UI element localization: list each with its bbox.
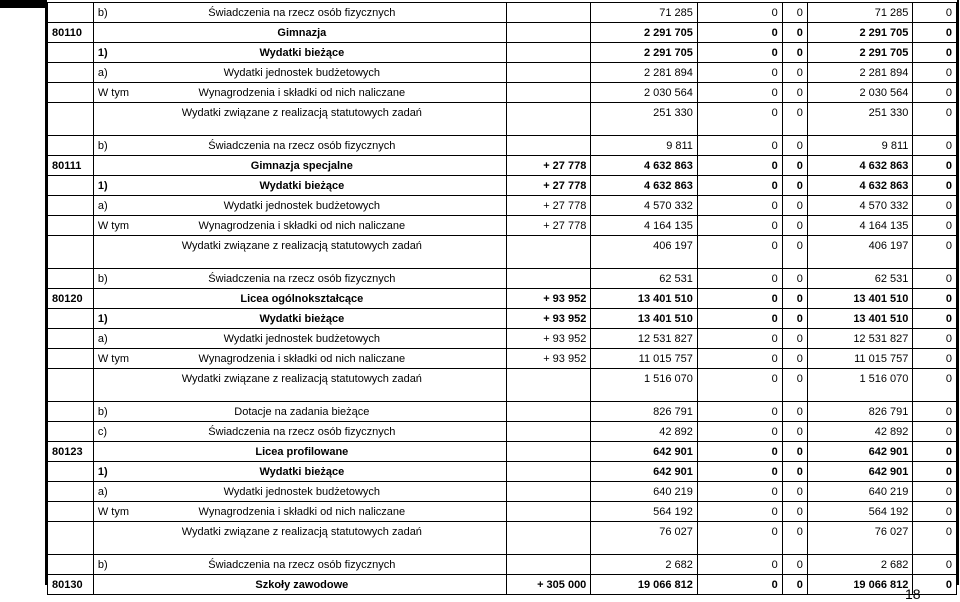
amount-col-2: 0 <box>697 83 782 103</box>
item-label: b) <box>97 273 108 285</box>
amount-col-4: 76 027 <box>807 522 912 555</box>
table-row <box>48 43 957 63</box>
amount-col-5: 0 <box>913 23 957 43</box>
item-name: Wydatki bieżące <box>259 313 345 325</box>
section-code: 80130 <box>48 575 94 595</box>
item-name-cell <box>93 63 506 83</box>
amount-col-3: 0 <box>782 236 807 269</box>
amount-col-4: 19 066 812 <box>807 575 912 595</box>
item-label: W tym <box>97 353 130 365</box>
amount-col-5: 0 <box>913 236 957 269</box>
change-amount <box>506 63 591 83</box>
item-name-cell <box>93 3 506 23</box>
change-amount: + 27 778 <box>506 176 591 196</box>
amount-col-5: 0 <box>913 482 957 502</box>
amount-col-4: 2 291 705 <box>807 23 912 43</box>
amount-col-5: 0 <box>913 43 957 63</box>
item-label: W tym <box>97 506 130 518</box>
amount-col-3: 0 <box>782 522 807 555</box>
table-row <box>48 462 957 482</box>
change-amount <box>506 136 591 156</box>
section-code <box>48 482 94 502</box>
amount-col-3: 0 <box>782 216 807 236</box>
amount-col-3: 0 <box>782 575 807 595</box>
amount-col-2: 0 <box>697 63 782 83</box>
item-name: Gimnazja specjalne <box>250 160 353 172</box>
item-name-cell <box>93 23 506 43</box>
section-code <box>48 176 94 196</box>
amount-col-2: 0 <box>697 43 782 63</box>
item-name: Wydatki związane z realizacją statutowych zadań <box>181 240 422 252</box>
amount-col-2: 0 <box>697 103 782 136</box>
item-name-cell <box>93 462 506 482</box>
budget-table <box>47 2 957 595</box>
amount-total: 11 015 757 <box>591 349 698 369</box>
amount-col-3: 0 <box>782 43 807 63</box>
change-amount <box>506 3 591 23</box>
amount-col-2: 0 <box>697 196 782 216</box>
right-border-rule <box>957 0 959 585</box>
amount-col-3: 0 <box>782 196 807 216</box>
item-name-cell <box>93 555 506 575</box>
item-name: Wynagrodzenia i składki od nich naliczane <box>198 353 406 365</box>
amount-col-3: 0 <box>782 349 807 369</box>
amount-col-5: 0 <box>913 462 957 482</box>
amount-col-2: 0 <box>697 289 782 309</box>
item-name-cell <box>93 136 506 156</box>
amount-col-5: 0 <box>913 402 957 422</box>
change-amount <box>506 269 591 289</box>
section-code: 80110 <box>48 23 94 43</box>
amount-total: 42 892 <box>591 422 698 442</box>
item-name: Wydatki jednostek budżetowych <box>223 486 381 498</box>
table-row <box>48 349 957 369</box>
item-name-cell <box>93 309 506 329</box>
change-amount <box>506 103 591 136</box>
item-name-cell <box>93 236 506 269</box>
table-row <box>48 442 957 462</box>
amount-col-5: 0 <box>913 196 957 216</box>
amount-col-4: 42 892 <box>807 422 912 442</box>
amount-total: 2 291 705 <box>591 43 698 63</box>
section-code: 80123 <box>48 442 94 462</box>
section-code <box>48 402 94 422</box>
change-amount: + 93 952 <box>506 309 591 329</box>
amount-col-3: 0 <box>782 402 807 422</box>
item-name-cell <box>93 43 506 63</box>
amount-col-4: 13 401 510 <box>807 309 912 329</box>
amount-col-2: 0 <box>697 309 782 329</box>
amount-col-4: 642 901 <box>807 442 912 462</box>
amount-col-2: 0 <box>697 422 782 442</box>
change-amount <box>506 236 591 269</box>
change-amount <box>506 402 591 422</box>
item-name: Wynagrodzenia i składki od nich naliczane <box>198 220 406 232</box>
amount-col-5: 0 <box>913 63 957 83</box>
amount-col-3: 0 <box>782 103 807 136</box>
table-row <box>48 216 957 236</box>
item-name-cell <box>93 103 506 136</box>
item-name: Wydatki jednostek budżetowych <box>223 333 381 345</box>
item-name-cell <box>93 349 506 369</box>
amount-col-5: 0 <box>913 83 957 103</box>
amount-total: 642 901 <box>591 442 698 462</box>
amount-col-5: 0 <box>913 136 957 156</box>
amount-col-4: 13 401 510 <box>807 289 912 309</box>
item-label: a) <box>97 486 108 498</box>
table-row <box>48 369 957 402</box>
amount-col-2: 0 <box>697 176 782 196</box>
amount-col-4: 2 030 564 <box>807 83 912 103</box>
amount-col-3: 0 <box>782 502 807 522</box>
amount-col-2: 0 <box>697 555 782 575</box>
section-code <box>48 422 94 442</box>
item-label: a) <box>97 333 108 345</box>
change-amount <box>506 482 591 502</box>
amount-total: 2 030 564 <box>591 83 698 103</box>
amount-col-3: 0 <box>782 442 807 462</box>
amount-total: 2 281 894 <box>591 63 698 83</box>
change-amount: + 27 778 <box>506 156 591 176</box>
item-name-cell <box>93 269 506 289</box>
amount-col-4: 564 192 <box>807 502 912 522</box>
item-name-cell <box>93 216 506 236</box>
change-amount <box>506 43 591 63</box>
item-name: Wynagrodzenia i składki od nich naliczane <box>198 87 406 99</box>
change-amount: + 27 778 <box>506 196 591 216</box>
item-name-cell <box>93 176 506 196</box>
item-label: c) <box>97 426 108 438</box>
amount-col-3: 0 <box>782 369 807 402</box>
amount-col-4: 62 531 <box>807 269 912 289</box>
item-name-cell <box>93 369 506 402</box>
amount-col-3: 0 <box>782 482 807 502</box>
amount-col-5: 0 <box>913 522 957 555</box>
change-amount <box>506 502 591 522</box>
table-row <box>48 196 957 216</box>
amount-col-3: 0 <box>782 3 807 23</box>
item-name: Świadczenia na rzecz osób fizycznych <box>208 7 396 19</box>
amount-col-5: 0 <box>913 156 957 176</box>
amount-total: 564 192 <box>591 502 698 522</box>
amount-col-3: 0 <box>782 309 807 329</box>
section-code <box>48 329 94 349</box>
amount-col-3: 0 <box>782 289 807 309</box>
item-name: Wydatki związane z realizacją statutowych zadań <box>181 107 422 119</box>
item-name-cell <box>93 289 506 309</box>
amount-total: 19 066 812 <box>591 575 698 595</box>
item-name: Licea profilowane <box>255 446 349 458</box>
amount-col-3: 0 <box>782 269 807 289</box>
page-number: 18 <box>905 586 921 602</box>
amount-col-3: 0 <box>782 555 807 575</box>
change-amount <box>506 83 591 103</box>
section-code <box>48 462 94 482</box>
table-row <box>48 103 957 136</box>
amount-total: 2 291 705 <box>591 23 698 43</box>
table-row <box>48 63 957 83</box>
table-row <box>48 482 957 502</box>
amount-total: 640 219 <box>591 482 698 502</box>
table-row <box>48 176 957 196</box>
section-code <box>48 63 94 83</box>
table-row <box>48 522 957 555</box>
change-amount: + 27 778 <box>506 216 591 236</box>
section-code <box>48 236 94 269</box>
change-amount <box>506 442 591 462</box>
item-name-cell <box>93 196 506 216</box>
item-name: Licea ogólnokształcące <box>240 293 364 305</box>
amount-col-2: 0 <box>697 269 782 289</box>
amount-total: 13 401 510 <box>591 309 698 329</box>
amount-col-4: 4 632 863 <box>807 176 912 196</box>
item-label: b) <box>97 140 108 152</box>
section-code <box>48 269 94 289</box>
item-name-cell <box>93 329 506 349</box>
item-name-cell <box>93 522 506 555</box>
item-name: Świadczenia na rzecz osób fizycznych <box>208 559 396 571</box>
item-label: 1) <box>97 466 108 478</box>
amount-col-3: 0 <box>782 462 807 482</box>
table-row <box>48 502 957 522</box>
amount-col-2: 0 <box>697 156 782 176</box>
change-amount <box>506 23 591 43</box>
section-code: 80120 <box>48 289 94 309</box>
amount-total: 826 791 <box>591 402 698 422</box>
amount-col-5: 0 <box>913 329 957 349</box>
amount-col-5: 0 <box>913 309 957 329</box>
amount-total: 9 811 <box>591 136 698 156</box>
item-name: Dotacje na zadania bieżące <box>234 406 370 418</box>
amount-total: 13 401 510 <box>591 289 698 309</box>
item-name: Wydatki bieżące <box>259 47 345 59</box>
amount-col-4: 251 330 <box>807 103 912 136</box>
item-name-cell <box>93 402 506 422</box>
amount-total: 642 901 <box>591 462 698 482</box>
section-code <box>48 136 94 156</box>
change-amount <box>506 522 591 555</box>
section-code <box>48 555 94 575</box>
item-name: Wydatki jednostek budżetowych <box>223 67 381 79</box>
amount-col-2: 0 <box>697 369 782 402</box>
amount-col-5: 0 <box>913 369 957 402</box>
section-code <box>48 349 94 369</box>
amount-col-2: 0 <box>697 216 782 236</box>
change-amount: + 305 000 <box>506 575 591 595</box>
item-name: Gimnazja <box>277 27 327 39</box>
amount-col-4: 640 219 <box>807 482 912 502</box>
amount-col-3: 0 <box>782 329 807 349</box>
amount-col-5: 0 <box>913 555 957 575</box>
section-code <box>48 369 94 402</box>
amount-col-5: 0 <box>913 216 957 236</box>
section-code <box>48 103 94 136</box>
amount-col-3: 0 <box>782 83 807 103</box>
table-row <box>48 83 957 103</box>
amount-col-2: 0 <box>697 442 782 462</box>
amount-col-2: 0 <box>697 329 782 349</box>
amount-col-2: 0 <box>697 502 782 522</box>
item-name-cell <box>93 575 506 595</box>
table-row <box>48 309 957 329</box>
amount-col-4: 12 531 827 <box>807 329 912 349</box>
item-name-cell <box>93 502 506 522</box>
amount-total: 2 682 <box>591 555 698 575</box>
item-label: a) <box>97 67 108 79</box>
amount-col-3: 0 <box>782 136 807 156</box>
amount-col-4: 1 516 070 <box>807 369 912 402</box>
amount-col-5: 0 <box>913 575 957 595</box>
amount-col-2: 0 <box>697 402 782 422</box>
item-name: Wynagrodzenia i składki od nich naliczane <box>198 506 406 518</box>
item-name: Szkoły zawodowe <box>255 579 349 591</box>
item-label: 1) <box>97 313 108 325</box>
section-code <box>48 196 94 216</box>
section-code <box>48 522 94 555</box>
amount-col-3: 0 <box>782 156 807 176</box>
amount-col-2: 0 <box>697 23 782 43</box>
section-code <box>48 502 94 522</box>
amount-col-4: 642 901 <box>807 462 912 482</box>
amount-col-4: 2 682 <box>807 555 912 575</box>
section-code <box>48 43 94 63</box>
item-name: Wydatki bieżące <box>259 466 345 478</box>
table-row <box>48 402 957 422</box>
amount-total: 12 531 827 <box>591 329 698 349</box>
change-amount <box>506 422 591 442</box>
amount-total: 62 531 <box>591 269 698 289</box>
item-label: W tym <box>97 220 130 232</box>
amount-col-5: 0 <box>913 269 957 289</box>
change-amount <box>506 462 591 482</box>
amount-col-2: 0 <box>697 349 782 369</box>
amount-total: 71 285 <box>591 3 698 23</box>
table-row <box>48 23 957 43</box>
item-name-cell <box>93 422 506 442</box>
table-row <box>48 289 957 309</box>
item-name-cell <box>93 482 506 502</box>
section-code <box>48 3 94 23</box>
table-row <box>48 136 957 156</box>
budget-table-body <box>48 3 957 595</box>
table-row <box>48 236 957 269</box>
amount-col-4: 71 285 <box>807 3 912 23</box>
amount-total: 4 632 863 <box>591 176 698 196</box>
amount-col-4: 2 291 705 <box>807 43 912 63</box>
amount-col-5: 0 <box>913 442 957 462</box>
item-label: a) <box>97 200 108 212</box>
change-amount: + 93 952 <box>506 329 591 349</box>
amount-col-5: 0 <box>913 3 957 23</box>
amount-col-3: 0 <box>782 176 807 196</box>
item-name-cell <box>93 83 506 103</box>
amount-col-4: 11 015 757 <box>807 349 912 369</box>
table-row <box>48 575 957 595</box>
table-row <box>48 269 957 289</box>
item-name: Wydatki bieżące <box>259 180 345 192</box>
section-code <box>48 216 94 236</box>
amount-col-2: 0 <box>697 522 782 555</box>
table-row <box>48 329 957 349</box>
table-row <box>48 3 957 23</box>
amount-total: 1 516 070 <box>591 369 698 402</box>
item-name: Świadczenia na rzecz osób fizycznych <box>208 426 396 438</box>
amount-col-5: 0 <box>913 422 957 442</box>
amount-col-4: 9 811 <box>807 136 912 156</box>
amount-col-2: 0 <box>697 575 782 595</box>
amount-total: 251 330 <box>591 103 698 136</box>
item-name-cell <box>93 442 506 462</box>
amount-col-4: 406 197 <box>807 236 912 269</box>
amount-col-5: 0 <box>913 289 957 309</box>
item-label: W tym <box>97 87 130 99</box>
table-row <box>48 422 957 442</box>
item-name: Świadczenia na rzecz osób fizycznych <box>208 273 396 285</box>
amount-col-5: 0 <box>913 103 957 136</box>
amount-total: 406 197 <box>591 236 698 269</box>
change-amount: + 93 952 <box>506 289 591 309</box>
change-amount <box>506 555 591 575</box>
item-label: b) <box>97 406 108 418</box>
amount-col-2: 0 <box>697 236 782 269</box>
item-name: Świadczenia na rzecz osób fizycznych <box>208 140 396 152</box>
section-code: 80111 <box>48 156 94 176</box>
left-border-bar <box>0 0 45 8</box>
amount-col-3: 0 <box>782 23 807 43</box>
item-name: Wydatki związane z realizacją statutowych zadań <box>181 373 422 385</box>
amount-col-5: 0 <box>913 502 957 522</box>
item-label: 1) <box>97 47 108 59</box>
amount-col-4: 4 164 135 <box>807 216 912 236</box>
item-label: 1) <box>97 180 108 192</box>
item-label: b) <box>97 559 108 571</box>
amount-total: 4 164 135 <box>591 216 698 236</box>
table-row <box>48 555 957 575</box>
amount-col-4: 826 791 <box>807 402 912 422</box>
amount-col-2: 0 <box>697 482 782 502</box>
amount-col-5: 0 <box>913 349 957 369</box>
amount-col-3: 0 <box>782 422 807 442</box>
amount-col-2: 0 <box>697 462 782 482</box>
change-amount <box>506 369 591 402</box>
table-row <box>48 156 957 176</box>
item-label: b) <box>97 7 108 19</box>
item-name: Wydatki związane z realizacją statutowych zadań <box>181 526 422 538</box>
amount-total: 4 632 863 <box>591 156 698 176</box>
section-code <box>48 309 94 329</box>
amount-total: 4 570 332 <box>591 196 698 216</box>
amount-col-4: 4 570 332 <box>807 196 912 216</box>
amount-col-5: 0 <box>913 176 957 196</box>
amount-col-2: 0 <box>697 136 782 156</box>
item-name-cell <box>93 156 506 176</box>
amount-col-4: 4 632 863 <box>807 156 912 176</box>
amount-col-4: 2 281 894 <box>807 63 912 83</box>
amount-col-2: 0 <box>697 3 782 23</box>
change-amount: + 93 952 <box>506 349 591 369</box>
amount-total: 76 027 <box>591 522 698 555</box>
amount-col-3: 0 <box>782 63 807 83</box>
section-code <box>48 83 94 103</box>
item-name: Wydatki jednostek budżetowych <box>223 200 381 212</box>
